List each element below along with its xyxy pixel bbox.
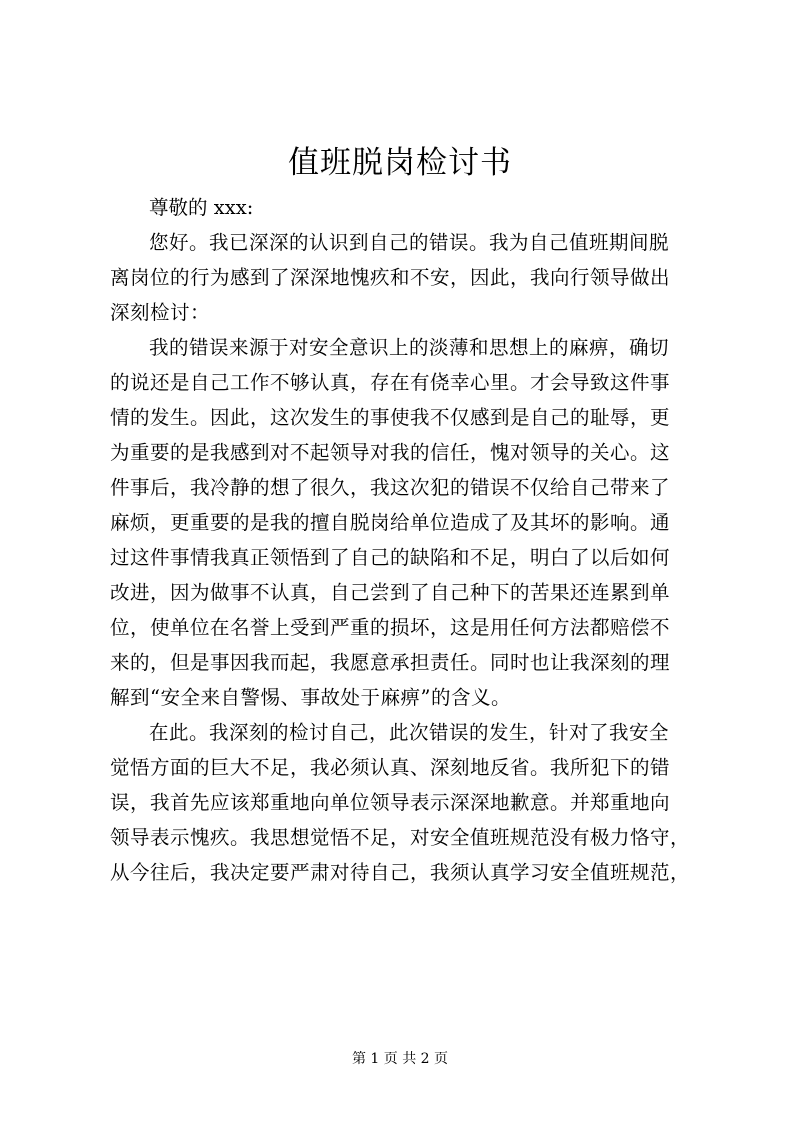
text-line: 您好。我已深深的认识到自己的错误。我为自己值班期间脱 (149, 231, 670, 254)
text-line: 位，使单位在名誉上受到严重的损坏，这是用任何方法都赔偿不 (110, 616, 671, 639)
text-line: 深刻检讨： (110, 301, 211, 324)
text-line: 我的错误来源于对安全意识上的淡薄和思想上的麻痹，确切 (149, 336, 670, 359)
text-line: 为重要的是我感到对不起领导对我的信任，愧对领导的关心。这 (110, 441, 671, 464)
paragraph-reflection (110, 715, 700, 890)
text-line: 的说还是自己工作不够认真，存在有侥幸心里。才会导致这件事 (110, 371, 671, 394)
page-footer: 第 1 页 共 2 页 (351, 1051, 449, 1067)
paragraph-reason (110, 330, 700, 715)
salutation: 尊敬的 xxx: (149, 196, 254, 219)
text-line: 误，我首先应该郑重地向单位领导表示深深地歉意。并郑重地向 (110, 791, 671, 814)
paragraph-greeting (110, 225, 700, 330)
text-line: 情的发生。因此，这次发生的事使我不仅感到是自己的耻辱，更 (110, 406, 671, 429)
document-title: 值班脱岗检讨书 (288, 145, 512, 181)
text-line: 改进，因为做事不认真，自己尝到了自己种下的苦果还连累到单 (110, 581, 671, 604)
text-line: 觉悟方面的巨大不足，我必须认真、深刻地反省。我所犯下的错 (110, 756, 671, 779)
text-line: 离岗位的行为感到了深深地愧疚和不安，因此，我向行领导做出 (110, 266, 671, 289)
document-body (110, 190, 700, 890)
text-line: 件事后，我冷静的想了很久，我这次犯的错误不仅给自己带来了 (110, 476, 671, 499)
text-line: 从今往后，我决定要严肃对待自己，我须认真学习安全值班规范， (110, 861, 691, 884)
text-line: 过这件事情我真正领悟到了自己的缺陷和不足，明白了以后如何 (110, 546, 671, 569)
text-line: 在此。我深刻的检讨自己，此次错误的发生，针对了我安全 (149, 721, 670, 744)
text-line: 解到“安全来自警惕、事故处于麻痹”的含义。 (110, 686, 511, 709)
text-line: 领导表示愧疚。我思想觉悟不足，对安全值班规范没有极力恪守， (110, 826, 691, 849)
text-line: 来的，但是事因我而起，我愿意承担责任。同时也让我深刻的理 (110, 651, 671, 674)
text-line: 麻烦，更重要的是我的擅自脱岗给单位造成了及其坏的影响。通 (110, 511, 671, 534)
